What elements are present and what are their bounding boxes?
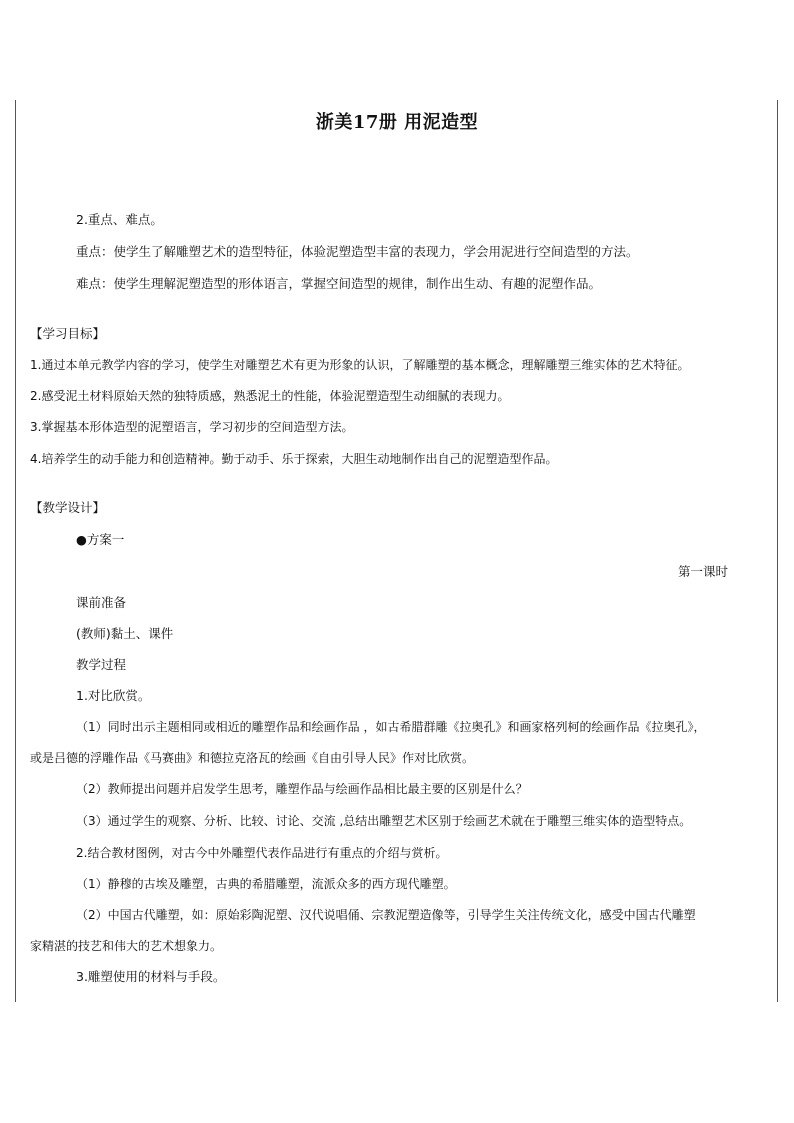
plan-label: ●方案一 — [76, 532, 125, 547]
objectives-heading: 【学习目标】 — [30, 326, 106, 341]
difficulty-text: 难点：使学生理解泥塑造型的形体语言，掌握空间造型的规律，制作出生动、有趣的泥塑作品。 — [76, 276, 602, 291]
step-3: 3.雕塑使用的材料与手段。 — [76, 969, 226, 984]
step-2-1: （1）静穆的古埃及雕塑，古典的希腊雕塑，流派众多的西方现代雕塑。 — [76, 877, 456, 891]
step-1-3: （3）通过学生的观察、分析、比较、讨论、交流 ,总结出雕塑艺术区别于绘画艺术就在于雕塑三维实体的造型特点。 — [76, 814, 692, 828]
step-1-1a: （1）同时出示主题相同或相近的雕塑作品和绘画作品 ，如古希腊群雕《拉奥孔》和画家格列柯的绘画作品《拉奥孔》， — [76, 720, 706, 734]
step-1-1b: 或是吕德的浮雕作品《马赛曲》和德拉克洛瓦的绘画《自由引导人民》作对比欣赏。 — [30, 751, 475, 765]
document-title: 浙美17册 用泥造型 — [315, 112, 479, 133]
design-heading: 【教学设计】 — [30, 500, 106, 515]
step-1: 1.对比欣赏。 — [76, 688, 151, 703]
step-2-2a: （2）中国古代雕塑，如：原始彩陶泥塑、汉代说唱俑、宗教泥塑造像等，引导学生关注传统文化，感受中国古代雕塑 — [76, 908, 696, 922]
left-border-line — [15, 100, 16, 1002]
key-points-heading: 2.重点、难点。 — [76, 212, 163, 227]
step-2: 2.结合教材图例，对古今中外雕塑代表作品进行有重点的介绍与赏析。 — [76, 846, 448, 860]
right-border-line — [777, 100, 778, 1002]
objective-item-4: 4.培养学生的动手能力和创造精神。勤于动手、乐于探索，大胆生动地制作出自己的泥塑造型作品。 — [30, 452, 558, 466]
focus-text: 重点：使学生了解雕塑艺术的造型特征，体验泥塑造型丰富的表现力，学会用泥进行空间造型的方法。 — [76, 244, 639, 259]
prep-heading: 课前准备 — [76, 595, 127, 610]
lesson-label: 第一课时 — [678, 564, 729, 579]
objective-item-3: 3.掌握基本形体造型的泥塑语言，学习初步的空间造型方法。 — [30, 420, 354, 434]
objective-item-1: 1.通过本单元教学内容的学习，使学生对雕塑艺术有更为形象的认识，了解雕塑的基本概念，理解雕塑三维实体的艺术特征。 — [30, 358, 690, 372]
objective-item-2: 2.感受泥土材料原始天然的独特质感，熟悉泥土的性能，体验泥塑造型生动细腻的表现力。 — [30, 389, 510, 403]
prep-item: (教师)黏土、课件 — [76, 626, 174, 641]
step-1-2: （2）教师提出问题并启发学生思考，雕塑作品与绘画作品相比最主要的区别是什么？ — [76, 782, 528, 796]
step-2-2b: 家精湛的技艺和伟大的艺术想象力。 — [30, 939, 223, 953]
process-heading: 教学过程 — [76, 657, 127, 672]
